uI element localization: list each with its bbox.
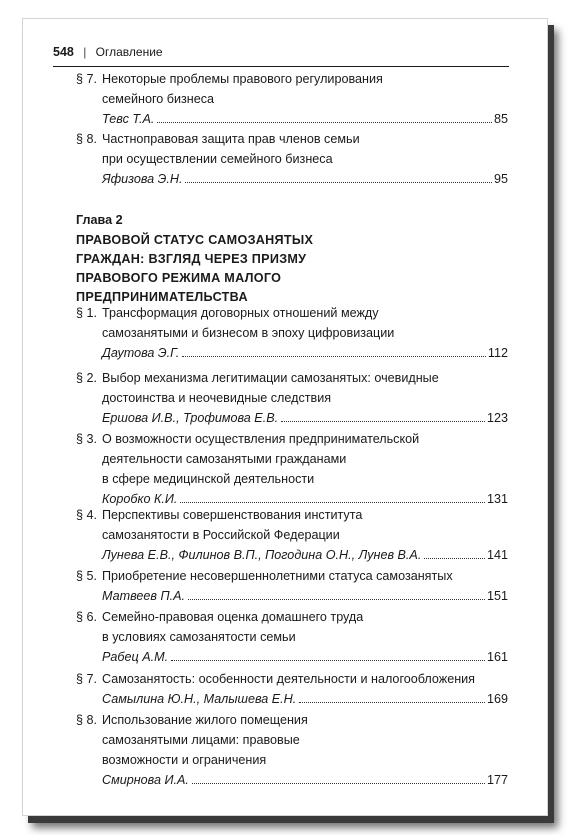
entry-title-line: в условиях самозанятости семьи <box>102 630 296 644</box>
entry-page-number: 169 <box>486 692 508 706</box>
chapter-title-line: ГРАЖДАН: ВЗГЛЯД ЧЕРЕЗ ПРИЗМУ <box>76 252 307 266</box>
chapter-label: Глава 2 <box>76 213 123 227</box>
entry-title-line: самозанятости в Российской Федерации <box>102 528 340 542</box>
entry-author: Яфизова Э.Н. <box>102 172 183 186</box>
entry-title-line: самозанятыми лицами: правовые <box>102 733 300 747</box>
paragraph-number: § 8. <box>76 132 98 146</box>
chapter-title-line: ПРЕДПРИНИМАТЕЛЬСТВА <box>76 290 248 304</box>
toc-entry <box>76 368 508 428</box>
dot-leader <box>185 181 492 183</box>
entry-title-line: О возможности осуществления предпринимательской <box>102 432 420 446</box>
entry-author: Коробко К.И. <box>102 492 178 506</box>
entry-title-line: в сфере медицинской деятельности <box>102 472 315 486</box>
dot-leader <box>192 782 485 784</box>
dot-leader <box>299 701 485 703</box>
header-page-number: 548 <box>53 45 74 59</box>
entry-title-line: при осуществлении семейного бизнеса <box>102 152 333 166</box>
entry-title-line: Приобретение несовершеннолетними статуса самозанятых <box>102 569 453 583</box>
entry-page-number: 131 <box>486 492 508 506</box>
toc-entry <box>76 669 508 709</box>
toc-entry <box>76 303 508 363</box>
toc-entry <box>76 129 508 189</box>
paragraph-number: § 5. <box>76 569 98 583</box>
toc-entry <box>76 607 508 667</box>
entry-title-line: Выбор механизма легитимации самозанятых: очевидные <box>102 371 439 385</box>
dot-leader <box>182 355 486 357</box>
entry-author: Тевс Т.А. <box>102 112 155 126</box>
paragraph-number: § 6. <box>76 610 98 624</box>
entry-title-line: самозанятыми и бизнесом в эпоху цифровизации <box>102 326 395 340</box>
entry-author-line <box>102 109 508 129</box>
dot-leader <box>424 557 485 559</box>
entry-author-line <box>102 408 508 428</box>
toc-entry <box>76 69 508 129</box>
dot-leader <box>171 659 485 661</box>
paragraph-number: § 7. <box>76 672 98 686</box>
paragraph-number: § 7. <box>76 72 98 86</box>
entry-author-line <box>102 689 508 709</box>
entry-page-number: 151 <box>486 589 508 603</box>
chapter-title-line: ПРАВОВОГО РЕЖИМА МАЛОГО <box>76 271 282 285</box>
entry-author-line <box>102 343 508 363</box>
entry-page-number: 177 <box>486 773 508 787</box>
toc-entry <box>76 429 508 509</box>
chapter-title <box>76 231 376 307</box>
paragraph-number: § 2. <box>76 371 98 385</box>
entry-title-line: возможности и ограничения <box>102 753 267 767</box>
toc-entry <box>76 505 508 565</box>
entry-title-line: Использование жилого помещения <box>102 713 308 727</box>
toc-entry <box>76 566 508 606</box>
dot-leader <box>281 420 485 422</box>
entry-title-line: Частноправовая защита прав членов семьи <box>102 132 360 146</box>
entry-page-number: 161 <box>486 650 508 664</box>
header-separator: | <box>83 45 87 59</box>
paragraph-number: § 8. <box>76 713 98 727</box>
entry-author: Ершова И.В., Трофимова Е.В. <box>102 411 279 425</box>
entry-author-line <box>102 586 508 606</box>
entry-title-line: деятельности самозанятыми гражданами <box>102 452 347 466</box>
entry-title-line: Трансформация договорных отношений между <box>102 306 379 320</box>
entry-title-line: Некоторые проблемы правового регулирования <box>102 72 383 86</box>
entry-author: Самылина Ю.Н., Малышева Е.Н. <box>102 692 297 706</box>
entry-author-line <box>102 545 508 565</box>
entry-page-number: 123 <box>486 411 508 425</box>
entry-author: Лунева Е.В., Филинов В.П., Погодина О.Н., Лунев В.А. <box>102 548 422 562</box>
entry-title-line: Самозанятость: особенности деятельности и налогообложения <box>102 672 476 686</box>
chapter-title-line: ПРАВОВОЙ СТАТУС САМОЗАНЯТЫХ <box>76 233 314 247</box>
entry-title-line: Семейно-правовая оценка домашнего труда <box>102 610 364 624</box>
entry-author-line <box>102 169 508 189</box>
running-header <box>53 44 509 67</box>
entry-author: Матвеев П.А. <box>102 589 186 603</box>
entry-author-line <box>102 770 508 790</box>
entry-page-number: 141 <box>486 548 508 562</box>
entry-author: Даутова Э.Г. <box>102 346 180 360</box>
paragraph-number: § 4. <box>76 508 98 522</box>
entry-author: Рабец А.М. <box>102 650 169 664</box>
paragraph-number: § 1. <box>76 306 98 320</box>
entry-title-line: семейного бизнеса <box>102 92 215 106</box>
entry-author: Смирнова И.А. <box>102 773 189 787</box>
entry-author-line <box>102 647 508 667</box>
entry-title-line: Перспективы совершенствования института <box>102 508 363 522</box>
toc-entry <box>76 710 508 790</box>
entry-page-number: 95 <box>493 172 508 186</box>
header-title: Оглавление <box>95 45 163 59</box>
entry-page-number: 112 <box>487 346 508 360</box>
entry-page-number: 85 <box>493 112 508 126</box>
dot-leader <box>157 121 492 123</box>
dot-leader <box>188 598 485 600</box>
paragraph-number: § 3. <box>76 432 98 446</box>
dot-leader <box>180 501 485 503</box>
entry-title-line: достоинства и неочевидные следствия <box>102 391 332 405</box>
